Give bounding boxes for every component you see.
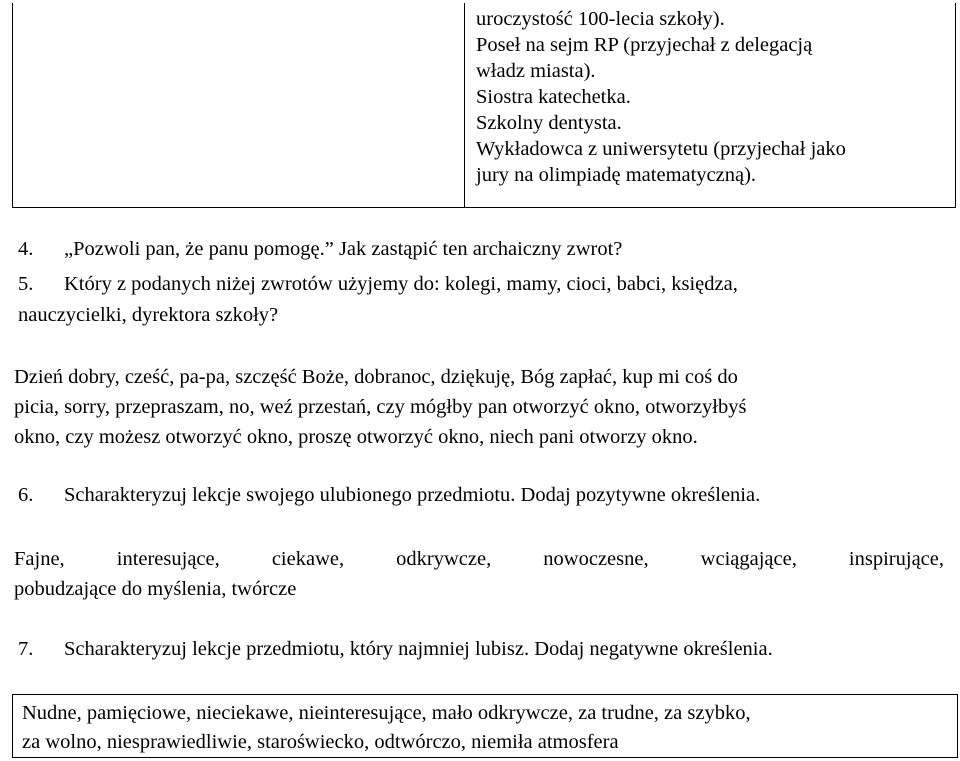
answer-line: za wolno, niesprawiedliwie, staroświecko, odtwórczo, niemiła atmosfera: [22, 731, 619, 753]
question-number: 7.: [18, 638, 34, 660]
phrases-paragraph: [14, 364, 944, 454]
paragraph-line: picia, sorry, przepraszam, no, weź przestań, czy mógłby pan otworzyć okno, otworzyłbyś: [14, 396, 747, 418]
question-text: Który z podanych niżej zwrotów użyjemy do: kolegi, mamy, cioci, babci, księdza,: [64, 273, 738, 295]
role-line: władz miasta).: [476, 60, 596, 82]
question-text: Scharakteryzuj lekcje przedmiotu, który najmniej lubisz. Dodaj negatywne określenia.: [64, 638, 773, 660]
question-number: 4.: [18, 238, 34, 260]
role-line: uroczystość 100-lecia szkoły).: [476, 8, 725, 30]
paragraph-line: Dzień dobry, cześć, pa-pa, szczęść Boże, dobranoc, dziękuję, Bóg zapłać, kup mi coś do: [14, 366, 738, 388]
question-4: [18, 236, 948, 262]
table-column-divider: [464, 3, 465, 208]
question-7: [18, 636, 948, 662]
paragraph-line: okno, czy możesz otworzyć okno, proszę otworzyć okno, niech pani otworzy okno.: [14, 426, 698, 448]
roles-list: [476, 6, 946, 188]
question-text-continued: nauczycielki, dyrektora szkoły?: [18, 304, 279, 326]
answer-line: Fajne, interesujące, ciekawe, odkrywcze, nowoczesne, wciągające, inspirujące,: [14, 548, 944, 570]
question-text: Scharakteryzuj lekcje swojego ulubionego przedmiotu. Dodaj pozytywne określenia.: [64, 484, 761, 506]
question-number: 6.: [18, 484, 34, 506]
question-5: [18, 271, 948, 326]
question-text: „Pozwoli pan, że panu pomogę.” Jak zastąpić ten archaiczny zwrot?: [64, 238, 623, 260]
role-line: Wykładowca z uniwersytetu (przyjechał jako: [476, 138, 846, 160]
answer-line: Nudne, pamięciowe, nieciekawe, nieinteresujące, mało odkrywcze, za trudne, za szybko,: [22, 702, 751, 724]
answer-7: [22, 700, 952, 758]
role-line: Siostra katechetka.: [476, 86, 631, 108]
role-line: jury na olimpiadę matematyczną).: [476, 164, 757, 186]
role-line: Poseł na sejm RP (przyjechał z delegacją: [476, 34, 813, 56]
question-number: 5.: [18, 273, 34, 295]
role-line: Szkolny dentysta.: [476, 112, 622, 134]
answer-6: [14, 546, 944, 606]
question-6: [18, 482, 948, 508]
answer-line: pobudzające do myślenia, twórcze: [14, 578, 297, 600]
